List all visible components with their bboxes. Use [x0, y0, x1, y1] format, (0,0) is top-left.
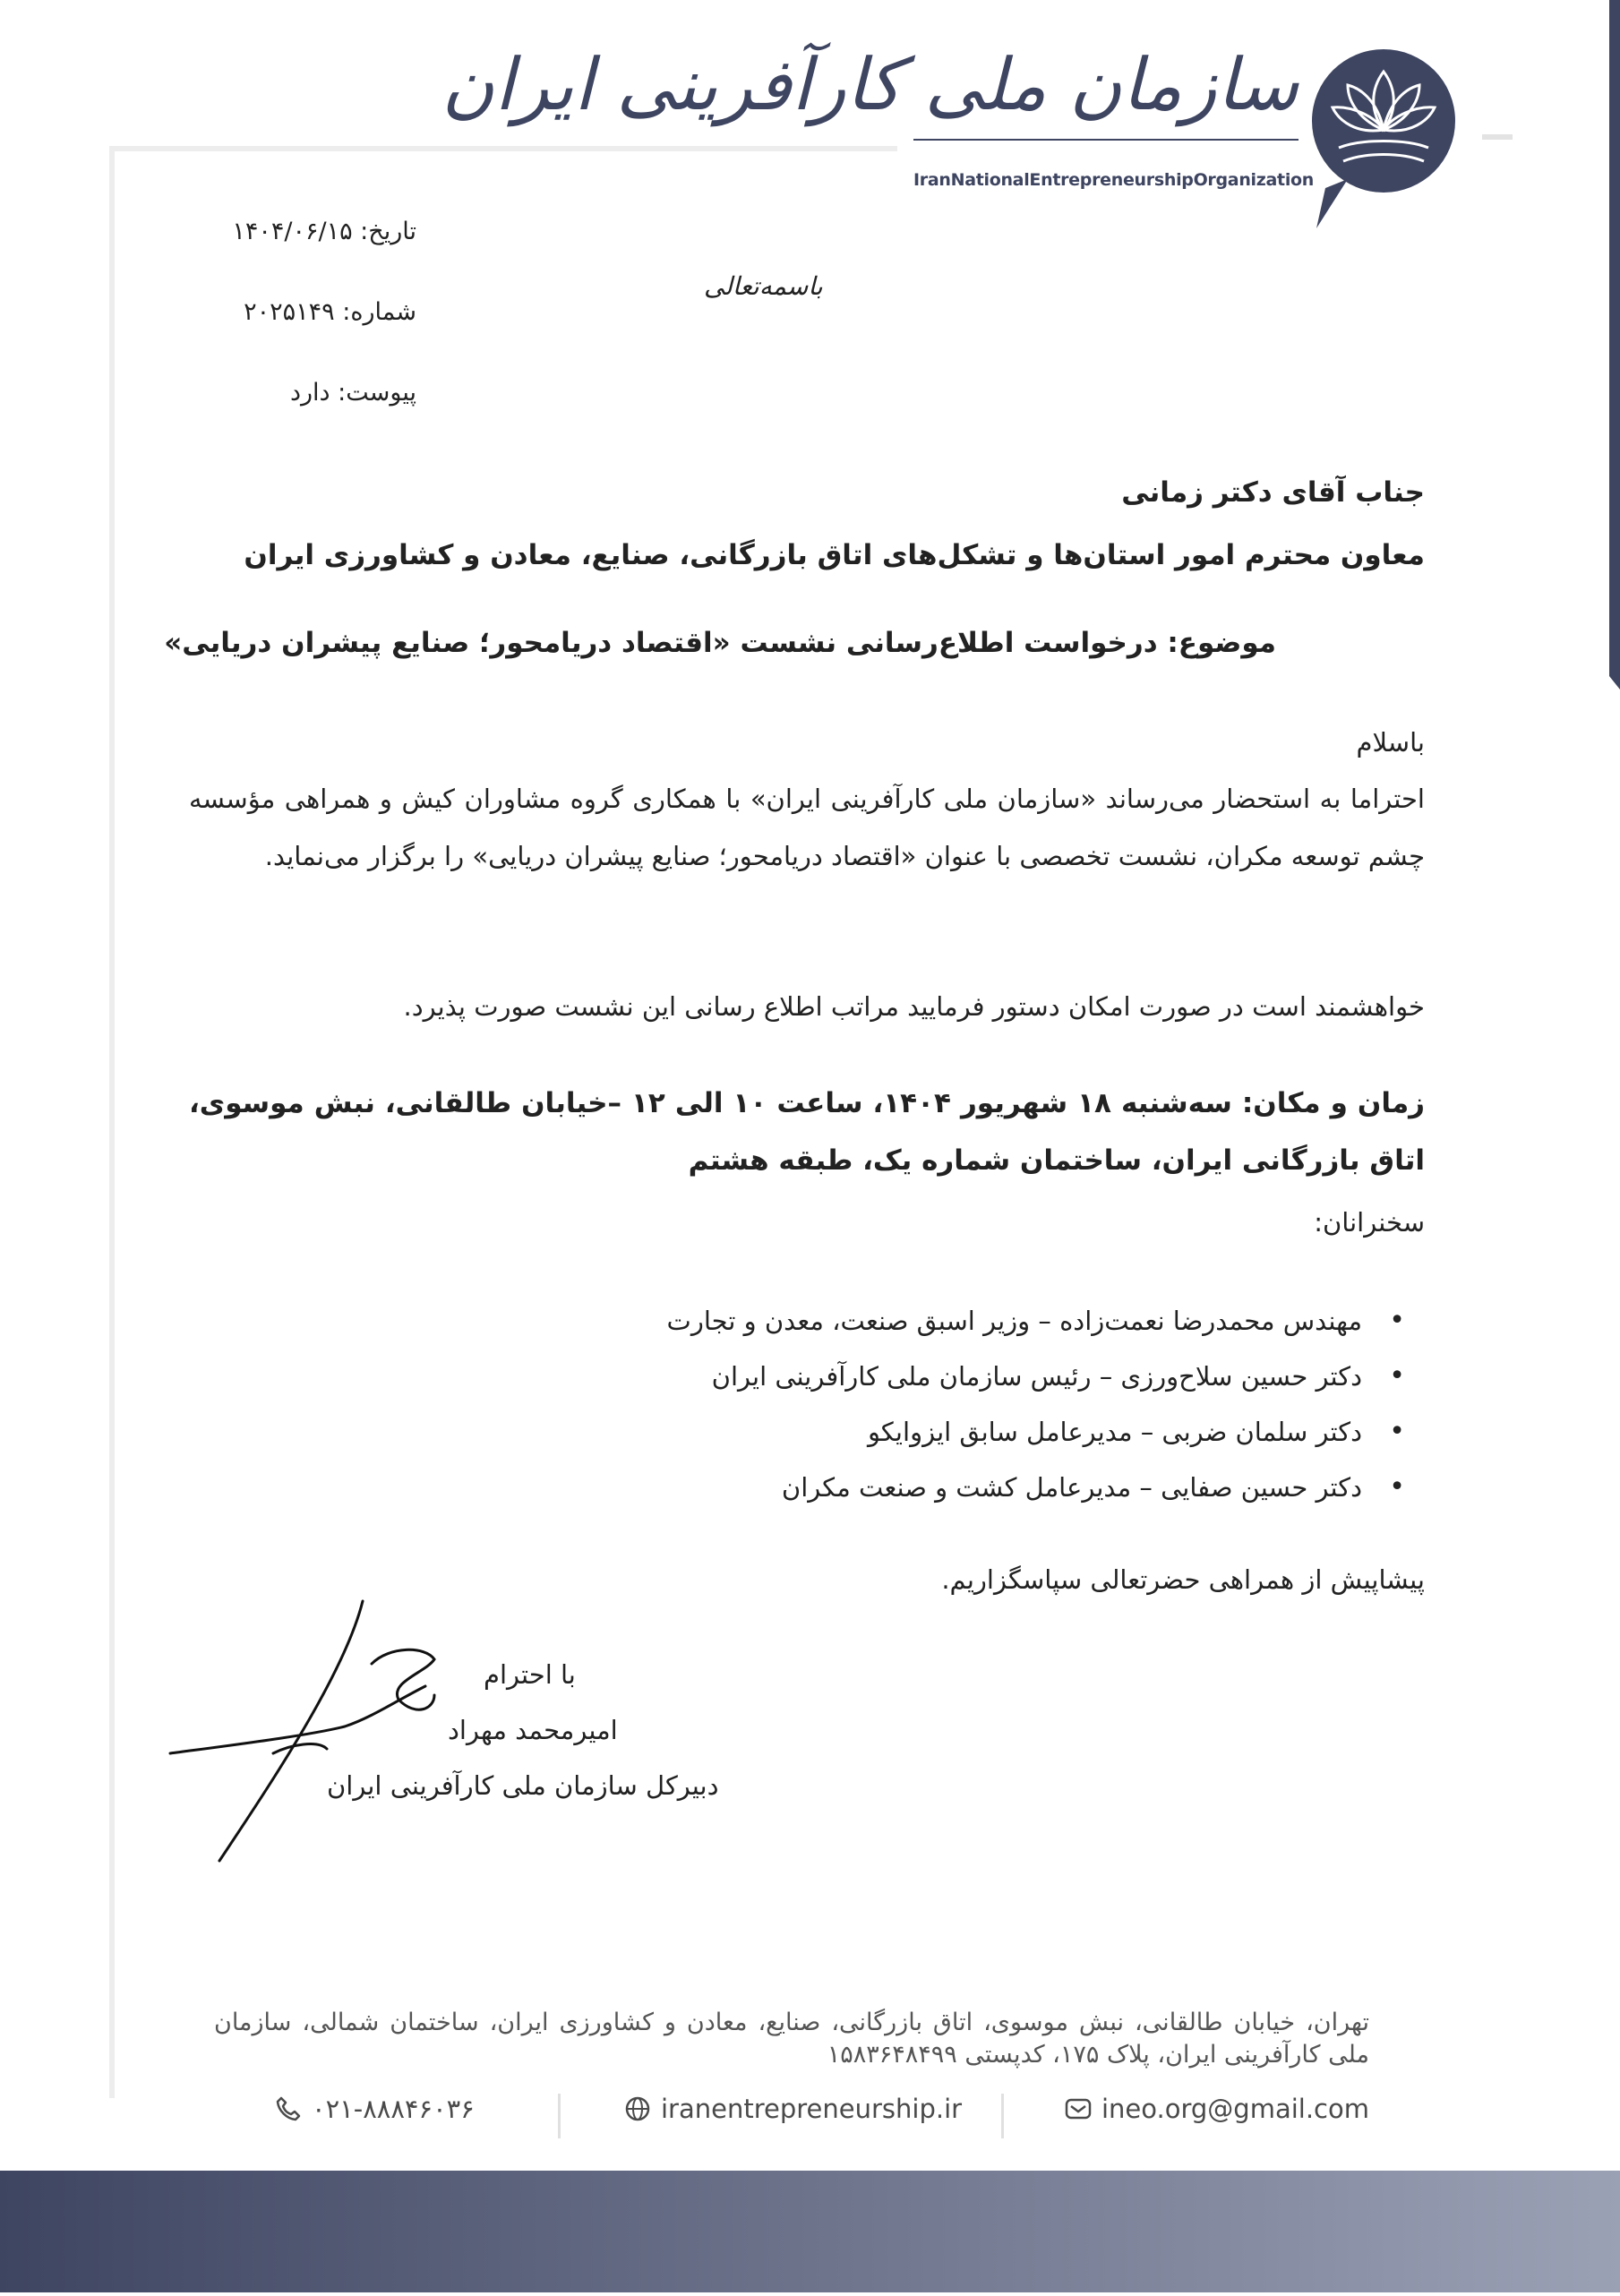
frame-right-tick: [1482, 134, 1513, 140]
phone-icon: [274, 2095, 303, 2123]
addressee-title: معاون محترم امور استان‌ها و تشکل‌های اتاق بازرگانی، صنایع، معادن و کشاورزی ایران: [244, 539, 1425, 571]
footer-email[interactable]: [1064, 2094, 1369, 2124]
body-paragraph-2: خواهشمند است در صورت امکان دستور فرمایید مراتب اطلاع رسانی این نشست صورت پذیرد.: [403, 991, 1425, 1022]
organization-logo: [441, 18, 1478, 233]
footer-band: [0, 2171, 1620, 2292]
letter-date: تاریخ: ۱۴۰۴/۰۶/۱۵: [232, 218, 416, 245]
list-item: • دکتر حسین صفایی – مدیرعامل کشت و صنعت مکران: [440, 1460, 1425, 1515]
time-and-place: زمان و مکان: سه‌شنبه ۱۸ شهریور ۱۴۰۴، ساعت ۱۰ الی ۱۲ –خیابان طالقانی، نبش موسوی، اتاق بازرگانی ایران، ساختمان شماره یک، طبقه هشتم: [189, 1087, 1426, 1177]
list-item: • مهندس محمدرضا نعمت‌زاده – وزیر اسبق صنعت، معدن و تجارت: [440, 1293, 1425, 1349]
website-text: iranentrepreneurship.ir: [661, 2094, 963, 2124]
handwritten-signature: [166, 1592, 470, 1870]
frame-left-line: [109, 146, 115, 2098]
logo-title-en: IranNationalEntrepreneurshipOrganization: [913, 170, 1315, 190]
signer-title: دبیرکل سازمان ملی کارآفرینی ایران: [327, 1770, 719, 1801]
lotus-hands-emblem-icon: [1307, 45, 1460, 233]
mail-icon: [1064, 2095, 1093, 2123]
speakers-label: سخنرانان:: [1314, 1207, 1425, 1238]
signer-name: امیرمحمد مهراد: [448, 1715, 618, 1745]
logo-underline: [913, 139, 1299, 141]
regards: با احترام: [484, 1659, 576, 1690]
frame-top-line: [109, 146, 897, 151]
greeting: باسلام: [1356, 727, 1425, 758]
body-paragraph-1: احتراما به استحضار می‌رساند «سازمان ملی کارآفرینی ایران» با همکاری گروه مشاوران کیش و همراهی مؤسسه چشم توسعه مکران، نشست تخصصی با عنوان «اقتصاد دریامحور؛ صنایع پیشران دریایی» را برگزار می‌نماید.: [189, 784, 1425, 871]
globe-icon: [623, 2095, 652, 2123]
speakers-list: [440, 1293, 1425, 1515]
footer-website[interactable]: [623, 2094, 962, 2124]
closing-line: پیشاپیش از همراهی حضرتعالی سپاسگزاریم.: [941, 1564, 1425, 1595]
footer-divider: [558, 2094, 561, 2138]
letter-number: شماره: ۲۰۲۵۱۴۹: [244, 298, 416, 326]
logo-title-fa: سازمان ملی کارآفرینی ایران: [441, 43, 1299, 126]
addressee-name: جناب آقای دکتر زمانی: [1121, 476, 1425, 509]
letter-subject: موضوع: درخواست اطلاع‌رسانی نشست «اقتصاد دریامحور؛ صنایع پیشران دریایی»: [164, 627, 1276, 659]
side-accent-band: [1609, 0, 1620, 690]
footer-divider: [1001, 2094, 1004, 2138]
phone-text: ۰۲۱-۸۸۸۴۶۰۳۶: [312, 2094, 475, 2124]
email-text: ineo.org@gmail.com: [1101, 2094, 1369, 2124]
list-item: • دکتر حسین سلاح‌ورزی – رئیس سازمان ملی کارآفرینی ایران: [440, 1349, 1425, 1404]
footer-address: تهران، خیابان طالقانی، نبش موسوی، اتاق بازرگانی، صنایع، معادن و کشاورزی ایران، ساختمان شمالی، سازمان ملی کارآفرینی ایران، پلاک ۱۷۵، کدپستی ۱۵۸۳۶۴۸۴۹۹: [214, 2009, 1369, 2069]
list-item: • دکتر سلمان ضربی – مدیرعامل سابق ایزوایکو: [440, 1404, 1425, 1460]
footer-phone[interactable]: [274, 2094, 475, 2124]
letter-attachment: پیوست: دارد: [289, 379, 416, 407]
bismillah-heading: باسمه‌تعالی: [704, 271, 823, 301]
